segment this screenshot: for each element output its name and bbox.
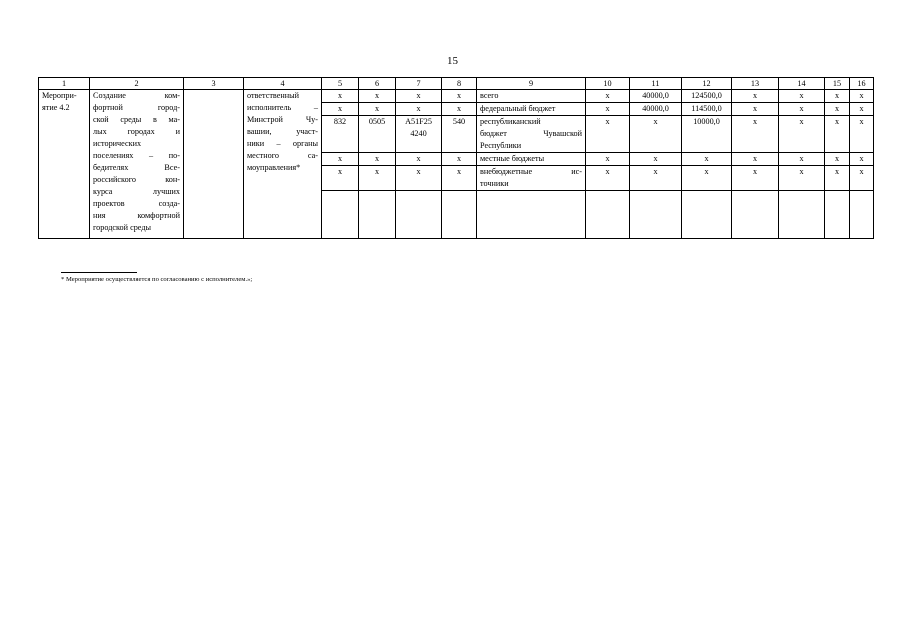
table-cell: x — [586, 153, 630, 166]
table-cell — [396, 116, 442, 153]
table-cell: x — [359, 166, 396, 191]
table-cell: 40000,0 — [630, 103, 682, 116]
table-cell: x — [396, 153, 442, 166]
program-table — [38, 77, 874, 239]
col-number: 3 — [184, 78, 244, 90]
cell-line: ятие 4.2 — [42, 103, 70, 112]
table-cell: x — [779, 166, 825, 191]
table-cell: x — [850, 103, 874, 116]
col-number: 15 — [825, 78, 850, 90]
table-cell: местные бюджеты — [477, 153, 586, 166]
responsible-cell — [244, 90, 322, 239]
cell-line: Создание ком- — [93, 91, 180, 100]
cell-line: курса лучших — [93, 187, 180, 196]
table-cell: x — [396, 90, 442, 103]
table-cell: x — [732, 103, 779, 116]
table-cell: x — [586, 103, 630, 116]
empty-cell — [184, 90, 244, 239]
table-cell: x — [322, 90, 359, 103]
table-cell — [359, 191, 396, 239]
table-cell: x — [442, 153, 477, 166]
activity-number-cell — [39, 90, 90, 239]
table-cell: x — [586, 166, 630, 191]
table-cell: федеральный бюджет — [477, 103, 586, 116]
cell-line: моуправления* — [247, 163, 301, 172]
table-cell: x — [359, 90, 396, 103]
table-cell: x — [825, 116, 850, 153]
table-cell: x — [322, 153, 359, 166]
cell-line: проектов созда- — [93, 199, 180, 208]
table-cell — [442, 191, 477, 239]
table-cell: x — [850, 153, 874, 166]
table-cell — [682, 191, 732, 239]
cell-line: Меропри- — [42, 91, 77, 100]
cell-line: лых городах и — [93, 127, 180, 136]
table-cell: x — [732, 90, 779, 103]
table-cell: x — [442, 166, 477, 191]
table-cell: x — [442, 103, 477, 116]
table-cell: x — [586, 116, 630, 153]
col-number: 10 — [586, 78, 630, 90]
col-number: 7 — [396, 78, 442, 90]
table-cell: x — [779, 90, 825, 103]
cell-line: исполнитель – — [247, 103, 318, 112]
table-cell — [477, 166, 586, 191]
col-number: 12 — [682, 78, 732, 90]
table-cell: x — [396, 103, 442, 116]
table-cell — [779, 191, 825, 239]
table-cell: 10000,0 — [682, 116, 732, 153]
page-number: 15 — [447, 55, 458, 67]
cell-line: Минстрой Чу- — [247, 115, 318, 124]
table-cell: 40000,0 — [630, 90, 682, 103]
table-row — [39, 90, 874, 103]
cell-line: бюджет Чувашской — [480, 129, 582, 138]
col-number: 4 — [244, 78, 322, 90]
cell-line: ской среды в ма- — [93, 115, 180, 124]
cell-line: A51F25 — [405, 117, 432, 126]
table-cell: x — [322, 103, 359, 116]
table-cell — [477, 116, 586, 153]
table-cell — [396, 191, 442, 239]
col-number: 9 — [477, 78, 586, 90]
table-cell: x — [682, 166, 732, 191]
footnote-divider — [61, 272, 137, 273]
table-cell: x — [359, 103, 396, 116]
table-cell: x — [630, 166, 682, 191]
table-cell: x — [779, 103, 825, 116]
cell-line: городской среды — [93, 223, 152, 232]
table-cell: 0505 — [359, 116, 396, 153]
cell-line: российского кон- — [93, 175, 180, 184]
table-cell: x — [825, 90, 850, 103]
table-cell — [850, 191, 874, 239]
col-number: 16 — [850, 78, 874, 90]
cell-line: ники – органы — [247, 139, 318, 148]
cell-line: республиканский — [480, 117, 541, 126]
table-cell: x — [682, 153, 732, 166]
cell-line: внебюджетные ис- — [480, 167, 582, 176]
table-cell: x — [850, 166, 874, 191]
cell-line: местного са- — [247, 151, 318, 160]
col-number: 5 — [322, 78, 359, 90]
activity-name-cell — [90, 90, 184, 239]
table-cell: 124500,0 — [682, 90, 732, 103]
footnote: * Мероприятие осуществляется по согласованию с исполнителем.»; — [61, 276, 253, 283]
table-cell: x — [442, 90, 477, 103]
table-cell: x — [779, 153, 825, 166]
table-cell: x — [825, 153, 850, 166]
table-cell: x — [630, 153, 682, 166]
column-number-row — [39, 78, 874, 90]
table-cell — [477, 191, 586, 239]
col-number: 1 — [39, 78, 90, 90]
table-cell: x — [779, 116, 825, 153]
table-cell: 114500,0 — [682, 103, 732, 116]
table-cell: x — [825, 103, 850, 116]
table-cell: x — [850, 90, 874, 103]
col-number: 11 — [630, 78, 682, 90]
cell-line: исторических — [93, 139, 142, 148]
col-number: 8 — [442, 78, 477, 90]
table-cell: 832 — [322, 116, 359, 153]
cell-line: поселениях – по- — [93, 151, 180, 160]
table-cell — [322, 191, 359, 239]
col-number: 2 — [90, 78, 184, 90]
table-cell — [586, 191, 630, 239]
table-cell: x — [825, 166, 850, 191]
cell-line: вашии, участ- — [247, 127, 318, 136]
table-cell: всего — [477, 90, 586, 103]
cell-line: 4240 — [410, 129, 427, 138]
table-cell — [630, 191, 682, 239]
table-cell: 540 — [442, 116, 477, 153]
table-cell: x — [396, 166, 442, 191]
col-number: 14 — [779, 78, 825, 90]
col-number: 6 — [359, 78, 396, 90]
col-number: 13 — [732, 78, 779, 90]
cell-line: Республики — [480, 141, 522, 150]
table-cell: x — [732, 116, 779, 153]
cell-line: ния комфортной — [93, 211, 180, 220]
cell-line: фортной город- — [93, 103, 180, 112]
cell-line: ответственный — [247, 91, 300, 100]
cell-line: точники — [480, 179, 509, 188]
table-cell — [825, 191, 850, 239]
table-cell — [732, 191, 779, 239]
table-cell: x — [732, 153, 779, 166]
table-cell: x — [630, 116, 682, 153]
table-cell: x — [322, 166, 359, 191]
table-cell: x — [359, 153, 396, 166]
cell-line: бедителях Все- — [93, 163, 180, 172]
table-cell: x — [586, 90, 630, 103]
table-cell: x — [732, 166, 779, 191]
table-cell: x — [850, 116, 874, 153]
